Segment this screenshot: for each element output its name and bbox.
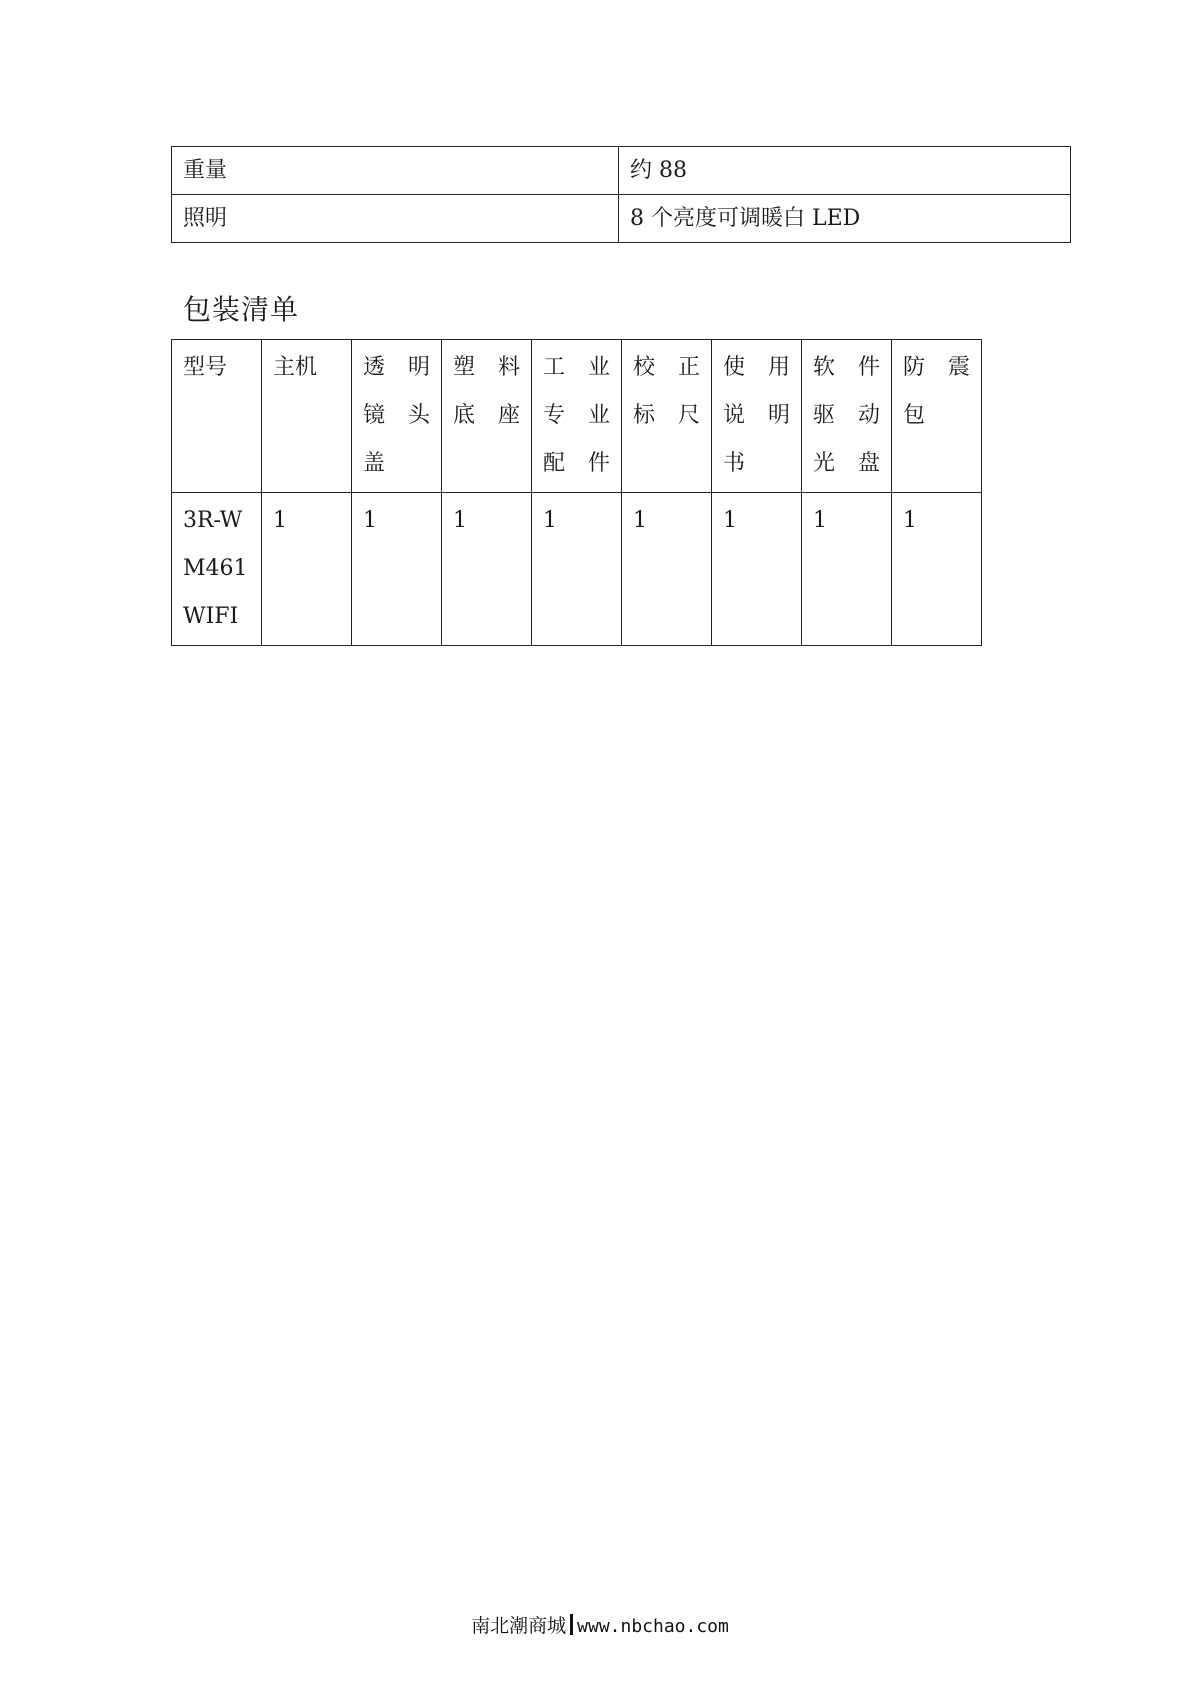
- header-cell: 塑 料 底座: [442, 340, 532, 493]
- header-cell: 校 正 标尺: [622, 340, 712, 493]
- table-header-row: [172, 340, 982, 493]
- spec-label: 重量: [172, 147, 619, 195]
- footer-url: www.nbchao.com: [577, 1616, 729, 1637]
- table-cell: 1: [532, 493, 622, 646]
- table-cell: 1: [262, 493, 352, 646]
- table-row: [172, 493, 982, 646]
- table-cell: 3R-WM461WIFI: [172, 493, 262, 646]
- header-cell: 防 震 包: [892, 340, 982, 493]
- table-cell: 1: [442, 493, 532, 646]
- header-cell: 型号: [172, 340, 262, 493]
- footer-brand: 南北潮商城: [471, 1615, 567, 1637]
- table-cell: 1: [892, 493, 982, 646]
- spec-label: 照明: [172, 195, 619, 243]
- spec-value: 8 个亮度可调暖白 LED: [619, 195, 1071, 243]
- table-cell: 1: [802, 493, 892, 646]
- spec-row-lighting: [172, 195, 1071, 243]
- spec-value: 约 88: [619, 147, 1071, 195]
- table-cell: 1: [712, 493, 802, 646]
- header-cell: 使 用 说 明 书: [712, 340, 802, 493]
- table-cell: 1: [622, 493, 712, 646]
- header-cell: 透 明 镜 头 盖: [352, 340, 442, 493]
- spec-row-weight: [172, 147, 1071, 195]
- packing-list-table: [171, 339, 982, 646]
- section-title: 包装清单: [183, 293, 300, 326]
- page-footer: [0, 1611, 1200, 1638]
- spec-table: [171, 146, 1071, 243]
- header-cell: 主机: [262, 340, 352, 493]
- footer-separator: [570, 1614, 573, 1635]
- header-cell: 软 件 驱 动 光盘: [802, 340, 892, 493]
- table-cell: 1: [352, 493, 442, 646]
- header-cell: 工 业 专 业 配件: [532, 340, 622, 493]
